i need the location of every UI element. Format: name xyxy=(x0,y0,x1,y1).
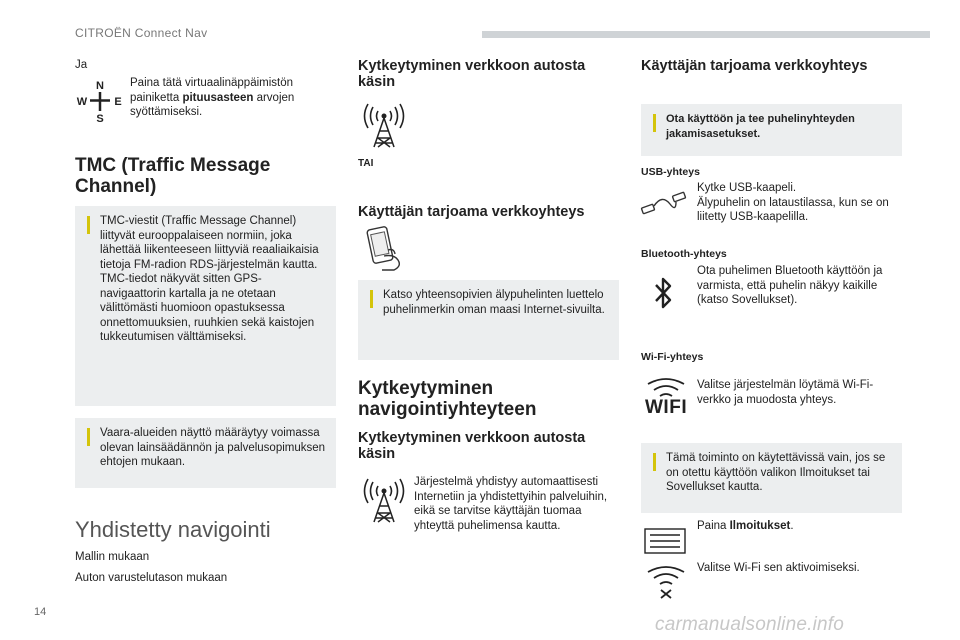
auto-connection-heading: Kytkeytyminen verkkoon autosta käsin xyxy=(358,58,586,90)
tmc-note-box xyxy=(75,206,336,406)
note-accent-bar xyxy=(653,453,656,471)
note-accent-bar xyxy=(370,290,373,308)
compass-letter-w: W xyxy=(76,96,88,108)
wifi-text: Valitse järjestelmän löytämä Wi-Fi-verkko ja muodosta yhteys. xyxy=(697,379,874,406)
usb-cable-icon xyxy=(640,190,690,220)
tai-label: TAI xyxy=(358,158,374,169)
wifi-off-icon xyxy=(644,566,688,600)
note-accent-bar xyxy=(87,216,90,234)
wifi-icon-text: WIFI xyxy=(645,397,688,418)
usb-label: USB-yhteys xyxy=(641,166,700,178)
connected-navigation-heading: Yhdistetty navigointi xyxy=(75,517,271,542)
usb-text: Kytke USB-kaapeli. Älypuhelin on lataustilassa, kun se on liitetty USB-kaapelilla. xyxy=(697,182,889,223)
menu-availability-note-box xyxy=(641,443,902,513)
wifi-signal-icon xyxy=(644,378,688,418)
bluetooth-text: Ota puhelimen Bluetooth käyttöön ja varmista, että puhelin näkyy kaikille (katso Sovellukset). xyxy=(697,265,883,306)
notifications-list-icon xyxy=(644,528,686,554)
compass-letter-n: N xyxy=(96,80,104,92)
bluetooth-label: Bluetooth-yhteys xyxy=(641,248,727,260)
auto-connection-heading-2: Kytkeytyminen verkkoon autosta käsin xyxy=(358,430,586,462)
phone-list-note-box xyxy=(358,280,619,360)
compass-letter-s: S xyxy=(96,113,104,125)
page-number: 14 xyxy=(34,606,47,618)
model-line: Mallin mukaan xyxy=(75,551,150,563)
hazard-note-box xyxy=(75,418,336,488)
antenna-icon xyxy=(362,478,406,524)
press-notifications-text: Paina Ilmoitukset. xyxy=(697,520,794,532)
user-connection-heading: Käyttäjän tarjoama verkkoyhteys xyxy=(358,204,585,220)
enable-sharing-note-text: Ota käyttöön ja tee puhelinyhteyden jakamisasetukset. xyxy=(666,113,855,140)
document-header-title: CITROËN Connect Nav xyxy=(75,26,208,40)
bluetooth-icon xyxy=(652,276,674,310)
tmc-note-text: TMC-viestit (Traffic Message Channel) liittyvät eurooppalaiseen normiin, joka lähettää liikenteeseen liittyviä reaaliaikaisia tietoja FM-radion RDS-järjestelmän kautta. TMC-tiedot näkyvät sitten GPS-navigaattorin kartalla ja ne otetaan välittömästi huomioon opastuksessa onnettomuuksien, ruuhkien sekä kaistojen tukkeutumisen välttämiseksi. xyxy=(100,215,319,343)
hazard-note-text: Vaara-alueiden näyttö määräytyy voimassa olevan lainsäädännön ja palvelusopimuksen ehtojen mukaan. xyxy=(100,427,326,468)
antenna-icon xyxy=(362,103,406,149)
wifi-activate-text: Valitse Wi-Fi sen aktivoimiseksi. xyxy=(697,562,860,574)
tmc-heading: TMC (Traffic Message Channel) xyxy=(75,155,271,197)
header-divider-bar xyxy=(482,31,930,38)
compass-icon xyxy=(76,78,124,124)
auto-connection-text: Järjestelmä yhdistyy automaattisesti Internetiin ja yhdistettyihin palveluihin, eikä se tarvitse käyttäjän tuomaa yhteyttä puhelimensa kautta. xyxy=(414,476,608,532)
smartphone-hand-icon xyxy=(364,226,404,272)
watermark: carmanualsonline.info xyxy=(655,614,845,635)
wifi-label: Wi-Fi-yhteys xyxy=(641,351,704,363)
menu-availability-note-text: Tämä toiminto on käytettävissä vain, jos se on otettu käyttöön valikon Ilmoitukset tai Sovellukset kautta. xyxy=(666,452,886,493)
phone-list-note-text: Katso yhteensopivien älypuhelinten luettelo puhelinmerkin oman maasi Internet-sivuilta. xyxy=(383,289,605,316)
compass-description: Paina tätä virtuaalinäppäimistön painiketta pituusasteen arvojen syöttämiseksi. xyxy=(130,77,295,118)
note-accent-bar xyxy=(87,428,90,446)
compass-letter-e: E xyxy=(114,96,122,108)
navigation-connection-heading: Kytkeytyminen navigointiyhteyteen xyxy=(358,378,537,420)
user-connection-heading-right: Käyttäjän tarjoama verkkoyhteys xyxy=(641,58,868,74)
note-accent-bar xyxy=(653,114,656,132)
ja-text: Ja xyxy=(75,59,88,71)
enable-sharing-note-box xyxy=(641,104,902,156)
trim-line: Auton varustelutason mukaan xyxy=(75,572,228,584)
